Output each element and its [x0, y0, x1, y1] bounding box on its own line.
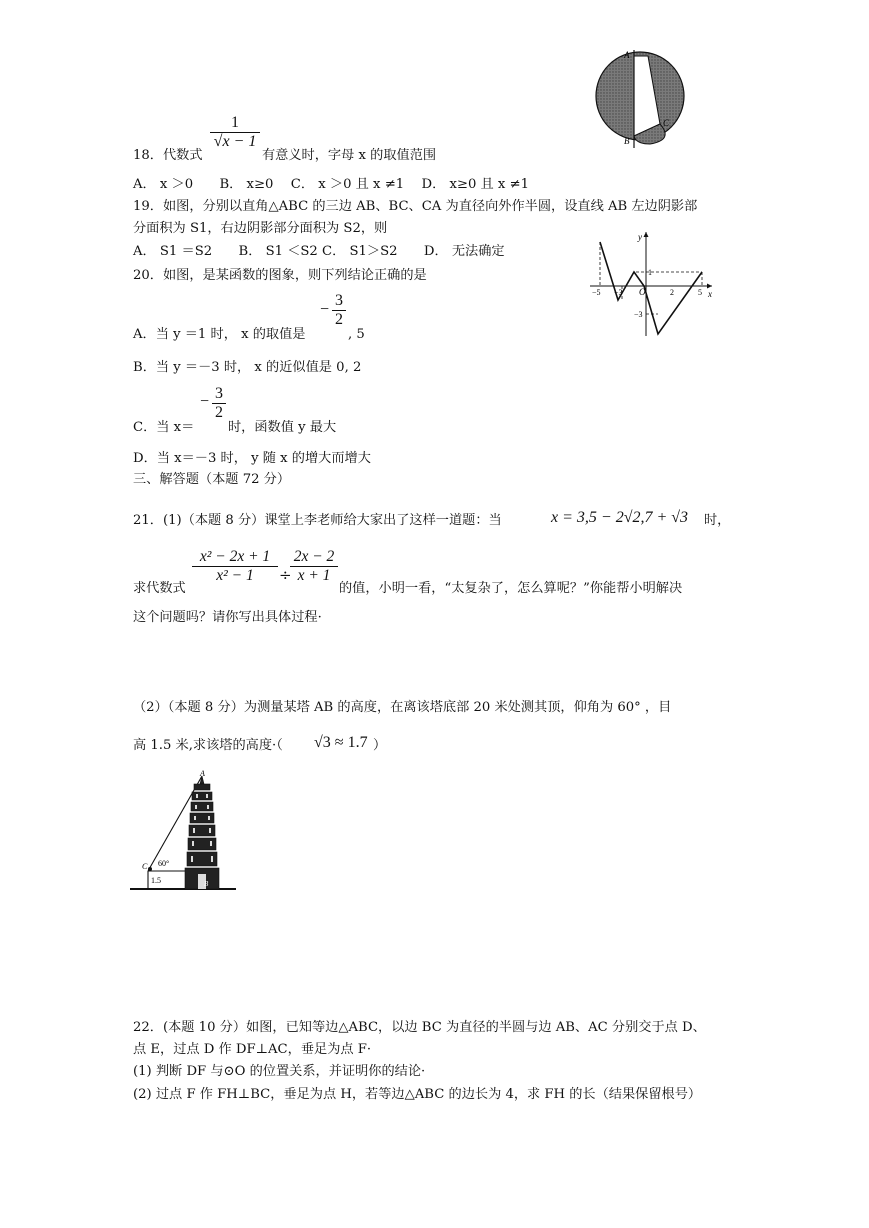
q21-frac1-den: x² − 1	[216, 567, 254, 584]
graph-tick-neg5: −5	[592, 288, 601, 297]
q21-p2-approx: √3 ≈ 1.7	[314, 734, 368, 751]
q20-optC-fraction	[212, 385, 226, 422]
q21-fraction-1	[192, 548, 278, 585]
graph-origin-label: O	[639, 287, 646, 297]
q20-optA-fraction	[332, 292, 346, 329]
q19-line2: 分面积为 S1，右边阴影部分面积为 S2，则	[133, 221, 388, 236]
q18-suffix: 有意义时，字母 x 的取值范围	[262, 148, 437, 163]
q20-optA-prefix: A．当 y ＝1 时， x 的取值是	[133, 327, 306, 342]
q22-sub1: (1) 判断 DF 与⊙O 的位置关系，并证明你的结论·	[133, 1064, 426, 1079]
pagoda-label-a: A	[200, 770, 205, 778]
q18-frac-num: 1	[231, 114, 239, 131]
q20-optC-suffix: 时，函数值 y 最大	[228, 420, 337, 435]
q21-line3: 这个问题吗？请你写出具体过程·	[133, 610, 322, 625]
function-graph	[588, 228, 718, 340]
q21-frac2-num: 2x − 2	[293, 548, 335, 565]
q20-optA-minus: −	[320, 301, 330, 318]
pagoda-figure	[130, 770, 240, 894]
q21-p1-suffix: 时，	[704, 513, 731, 528]
q20-optA-frac-den: 2	[335, 311, 343, 328]
graph-tick-5: 5	[698, 288, 702, 297]
q21-frac1-num: x² − 2x + 1	[199, 548, 271, 565]
q20-optC-frac-num: 3	[215, 385, 223, 402]
q21-after-expr: 的值，小明一看，“太复杂了，怎么算呢？”你能帮小明解决	[339, 581, 683, 596]
fig19-label-c: C	[663, 118, 670, 128]
q21-p2-close: ）	[373, 738, 387, 753]
pagoda-label-c: C	[142, 862, 148, 871]
q18-fraction	[210, 114, 260, 151]
q20-optA-suffix: , 5	[348, 327, 365, 342]
q21-frac2-den: x + 1	[297, 567, 331, 584]
q20-optD: D．当 x＝－3 时， y 随 x 的增大而增大	[133, 451, 371, 466]
q19-line1: 19．如图，分别以直角△ABC 的三边 AB、BC、CA 为直径向外作半圆，设直线 AB 左边阴影部	[133, 199, 698, 214]
fig19-label-a: A	[624, 50, 630, 60]
graph-tick-neg3: −3	[614, 288, 623, 297]
graph-ytick-neg3: −3	[634, 310, 643, 319]
q20-optA-frac-num: 3	[335, 292, 343, 309]
q21-p2-line1: （2）（本题 8 分）为测量某塔 AB 的高度，在离该塔底部 20 米处测其顶，仰角为 60° ，目	[133, 700, 672, 715]
q22-line1: 22．(本题 10 分）如图，已知等边△ABC，以边 BC 为直径的半圆与边 AB、AC 分别交于点 D、	[133, 1020, 706, 1035]
q19-options: A． S1 ＝S2 B． S1 ＜S2 C． S1＞S2 D． 无法确定	[133, 244, 505, 259]
circle-shaded-figure	[588, 44, 698, 154]
q21-p2-line2: 高 1.5 米,求该塔的高度·（	[133, 738, 283, 753]
q21-p1-math: x = 3,5 − 2√2,7 + √3	[551, 509, 689, 526]
pagoda-angle: 60°	[158, 859, 170, 868]
pagoda-height: 1.5	[151, 876, 161, 885]
q22-line2: 点 E，过点 D 作 DF⊥AC，垂足为点 F·	[133, 1042, 372, 1057]
q20-optC-prefix: C．当 x＝	[133, 420, 195, 435]
graph-ytick-1: 1	[648, 268, 652, 277]
q21-p1-prefix: 21．(1)（本题 8 分）课堂上李老师给大家出了这样一道题：当	[133, 513, 502, 528]
q21-divide-op: ÷	[279, 566, 292, 584]
graph-x-label: x	[708, 289, 712, 299]
section-header: 三、解答题（本题 72 分）	[133, 472, 291, 487]
q21-expr-label: 求代数式	[133, 581, 186, 596]
pagoda-label-b: B	[204, 880, 209, 888]
q20-optC-minus: −	[200, 393, 210, 410]
q18-options: A． x ＞0 B． x≥0 C． x ＞0 且 x ≠1 D． x≥0 且 x ≠1	[133, 177, 529, 192]
q18-frac-den: √x − 1	[213, 133, 257, 150]
q21-fraction-2	[290, 548, 338, 585]
q20-stem: 20．如图，是某函数的图象，则下列结论正确的是	[133, 268, 427, 283]
graph-y-label: y	[638, 232, 642, 242]
q20-optB: B．当 y ＝－3 时， x 的近似值是 0, 2	[133, 360, 362, 375]
graph-tick-2: 2	[670, 288, 674, 297]
fig19-label-b: B	[624, 136, 630, 146]
q22-sub2: (2) 过点 F 作 FH⊥BC，垂足为点 H，若等边△ABC 的边长为 4，求 FH 的长（结果保留根号）	[133, 1087, 702, 1102]
q20-optC-frac-den: 2	[215, 404, 223, 421]
q18-prefix: 18．代数式	[133, 148, 203, 163]
